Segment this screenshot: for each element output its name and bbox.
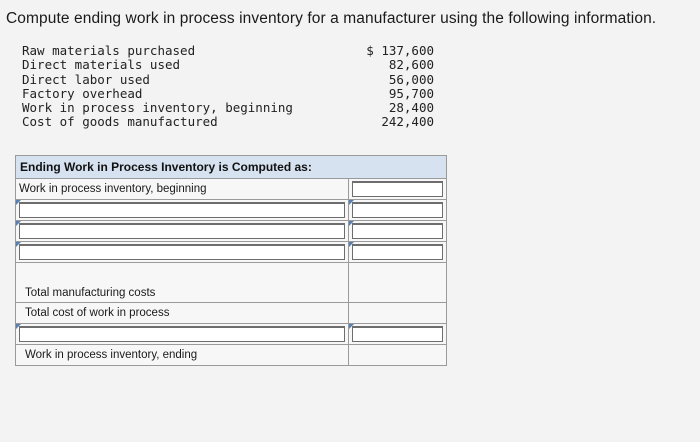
amount-cell [349, 221, 446, 241]
amount-cell [349, 200, 446, 220]
amount-cell [349, 303, 446, 323]
table-row-total-cost-wip [16, 303, 446, 324]
given-label: Cost of goods manufactured [22, 114, 218, 130]
amount-cell [349, 179, 446, 199]
table-row-wip-ending [16, 345, 446, 365]
label-input-4[interactable] [19, 326, 345, 342]
row-label-total-cost-wip: Total cost of work in process [16, 303, 349, 323]
label-cell [16, 242, 349, 262]
dropdown-marker-icon [16, 324, 21, 329]
amount-input-wip-beginning[interactable] [352, 181, 443, 197]
table-row-input-1 [16, 200, 446, 221]
label-input-3[interactable] [19, 244, 345, 260]
given-value: 28,400 [388, 100, 434, 116]
amount-input-2[interactable] [352, 223, 443, 239]
dropdown-marker-icon [349, 221, 354, 226]
given-label: Direct labor used [22, 71, 150, 87]
amount-cell [349, 263, 446, 302]
row-label-wip-beginning: Work in process inventory, beginning [16, 179, 349, 199]
given-label: Raw materials purchased [22, 43, 196, 58]
table-row-total-manufacturing [16, 263, 446, 303]
amount-input-4[interactable] [352, 326, 443, 342]
amount-cell [349, 345, 446, 365]
given-value: 95,700 [388, 85, 434, 101]
amount-input-3[interactable] [352, 244, 443, 260]
amount-input-1[interactable] [352, 202, 443, 218]
given-value: 242,400 [381, 114, 434, 130]
dropdown-marker-icon [16, 200, 21, 205]
dropdown-marker-icon [349, 324, 354, 329]
label-input-1[interactable] [19, 202, 345, 218]
dropdown-marker-icon [16, 221, 21, 226]
given-label: Work in process inventory, beginning [22, 100, 293, 116]
amount-cell [349, 242, 446, 262]
table-row-wip-beginning [16, 179, 446, 200]
row-label-total-manufacturing: Total manufacturing costs [16, 263, 349, 302]
given-row-direct-labor [22, 73, 434, 87]
row-label-wip-ending: Work in process inventory, ending [16, 345, 349, 365]
given-value: 82,600 [388, 57, 434, 73]
label-cell [16, 200, 349, 220]
given-row-cogm [22, 115, 434, 129]
label-input-2[interactable] [19, 223, 345, 239]
given-row-wip-beginning [22, 101, 434, 115]
given-information [22, 44, 434, 130]
given-row-raw-materials [22, 44, 434, 58]
dropdown-marker-icon [349, 242, 354, 247]
given-label: Direct materials used [22, 57, 181, 73]
given-label: Factory overhead [22, 85, 143, 101]
table-row-input-2 [16, 221, 446, 242]
amount-cell [349, 324, 446, 344]
given-row-direct-materials [22, 58, 434, 72]
worksheet-header: Ending Work in Process Inventory is Computed as: [16, 156, 446, 179]
given-value: $ 137,600 [366, 43, 434, 58]
table-row-input-4 [16, 324, 446, 345]
given-value: 56,000 [388, 71, 434, 87]
given-row-factory-overhead [22, 87, 434, 101]
label-cell [16, 221, 349, 241]
table-row-input-3 [16, 242, 446, 263]
ending-wip-worksheet [15, 155, 447, 366]
dropdown-marker-icon [349, 200, 354, 205]
dropdown-marker-icon [16, 242, 21, 247]
label-cell [16, 324, 349, 344]
question-prompt: Compute ending work in process inventory for a manufacturer using the following information. [6, 10, 657, 27]
